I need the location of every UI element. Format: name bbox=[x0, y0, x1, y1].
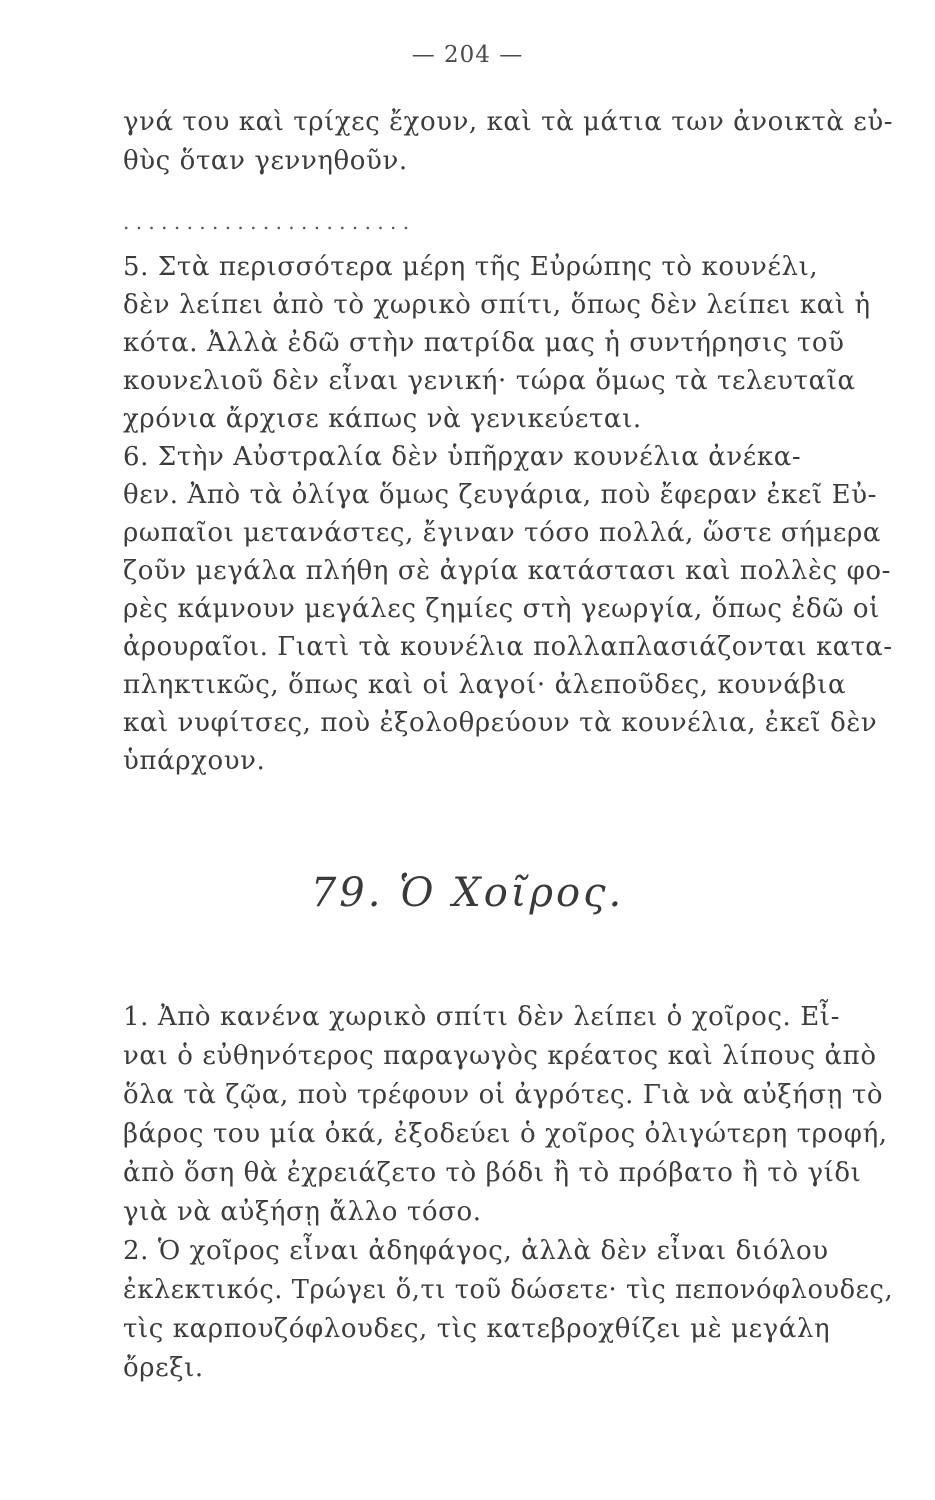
text-line: 5. Στὰ περισσότερα μέρη τῆς Εὐρώπης τὸ κουνέλι, bbox=[123, 252, 819, 282]
text-line: ἀρουραῖοι. Γιατὶ τὰ κουνέλια πολλαπλασιάζονται κατα- bbox=[123, 632, 893, 662]
text-line: γνά του καὶ τρίχες ἔχουν, καὶ τὰ μάτια των ἀνοικτὰ εὐ- bbox=[123, 107, 894, 137]
text-line: ὅλα τὰ ζῷα, ποὺ τρέφουν οἱ ἀγρότες. Γιὰ νὰ αὐξήσῃ τὸ bbox=[123, 1080, 884, 1110]
text-line: δὲν λείπει ἀπὸ τὸ χωρικὸ σπίτι, ὅπως δὲν λείπει καὶ ἡ bbox=[123, 290, 871, 320]
text-line: ρὲς κάμνουν μεγάλες ζημίες στὴ γεωργία, ὅπως ἐδῶ οἱ bbox=[123, 594, 880, 624]
text-line: γιὰ νὰ αὐξήσῃ ἄλλο τόσο. bbox=[123, 1197, 482, 1227]
text-line: ὑπάρχουν. bbox=[123, 746, 266, 776]
text-line: ρωπαῖοι μετανάστες, ἔγιναν τόσο πολλά, ὥστε σήμερα bbox=[123, 518, 882, 548]
text-line: κουνελιοῦ δὲν εἶναι γενική· τώρα ὅμως τὰ τελευταῖα bbox=[123, 366, 856, 396]
text-line: πληκτικῶς, ὅπως καὶ οἱ λαγοί· ἀλεποῦδες, κουνάβια bbox=[123, 670, 847, 700]
text-line: ἀπὸ ὅση θὰ ἐχρειάζετο τὸ βόδι ἢ τὸ πρόβατο ἢ τὸ γίδι bbox=[123, 1158, 862, 1188]
text-line: 2. Ὁ χοῖρος εἶναι ἀδηφάγος, ἀλλὰ δὲν εἶναι διόλου bbox=[123, 1236, 829, 1266]
text-line: κότα. Ἀλλὰ ἐδῶ στὴν πατρίδα μας ἡ συντήρησις τοῦ bbox=[123, 328, 845, 358]
text-line: ναι ὁ εὐθηνότερος παραγωγὸς κρέατος καὶ λίπους ἀπὸ bbox=[123, 1041, 877, 1071]
text-line: ὄρεξι. bbox=[123, 1353, 204, 1383]
text-line: ζοῦν μεγάλα πλήθη σὲ ἀγρία κατάστασι καὶ πολλὲς φο- bbox=[123, 556, 892, 586]
text-line: ἐκλεκτικός. Τρώγει ὅ,τι τοῦ δώσετε· τὶς πεπονόφλουδες, bbox=[123, 1275, 894, 1305]
text-line: καὶ νυφίτσες, ποὺ ἐξολοθρεύουν τὰ κουνέλια, ἐκεῖ δὲν bbox=[123, 708, 878, 738]
text-line: 1. Ἀπὸ κανένα χωρικὸ σπίτι δὲν λείπει ὁ χοῖρος. Εἶ- bbox=[123, 1002, 840, 1032]
text-line: χρόνια ἄρχισε κάπως νὰ γενικεύεται. bbox=[123, 404, 642, 434]
text-line: τὶς καρπουζόφλουδες, τὶς κατεβροχθίζει μὲ μεγάλη bbox=[123, 1314, 831, 1344]
text-line: θὺς ὅταν γεννηθοῦν. bbox=[123, 146, 408, 176]
page-number: — 204 — bbox=[411, 42, 524, 68]
text-line: βάρος του μία ὀκά, ἐξοδεύει ὁ χοῖρος ὀλιγώτερη τροφή, bbox=[123, 1119, 888, 1149]
text-line: θεν. Ἀπὸ τὰ ὀλίγα ὅμως ζευγάρια, ποὺ ἔφεραν ἐκεῖ Εὐ- bbox=[123, 480, 877, 510]
text-line: 6. Στὴν Αὐστραλία δὲν ὑπῆρχαν κουνέλια ἀνέκα- bbox=[123, 442, 802, 472]
ellipsis-separator: . . . . . . . . . . . . . . . . . . . . . . . bbox=[123, 210, 410, 234]
chapter-title: 79. Ὁ Χοῖρος. bbox=[310, 870, 625, 916]
